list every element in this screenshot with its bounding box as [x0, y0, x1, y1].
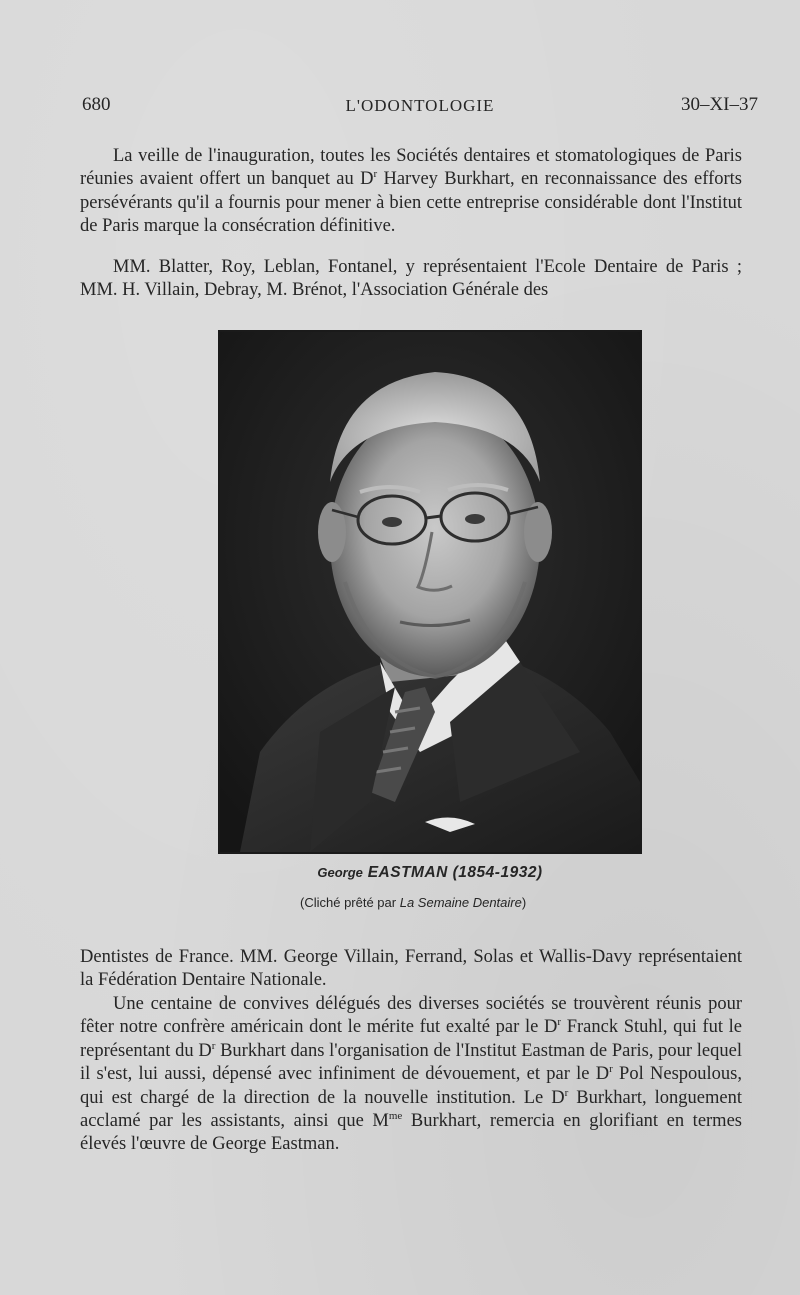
paragraph-guests — [80, 993, 742, 1157]
paragraph-federation — [80, 946, 742, 993]
figure-caption — [218, 864, 642, 882]
superscript: me — [388, 1109, 403, 1122]
superscript: r — [211, 1039, 216, 1052]
page-number: 680 — [82, 94, 111, 115]
superscript: r — [609, 1063, 613, 1076]
paragraph-representatives — [80, 256, 742, 303]
issue-date: 30–XI–37 — [680, 94, 758, 115]
credit-suffix: ) — [521, 895, 527, 910]
paragraph-text: Harvey Burkhart, en reconnaissance des efforts persévérants qu'il a fournis pour mener à bien cette entreprise considérable dont l'Institut de Paris marque la consécration définitive. — [80, 169, 742, 237]
superscript: r — [564, 1086, 569, 1099]
portrait-photo — [218, 330, 642, 854]
paragraph-text: Burkhart, longuement acclamé par les assistants, ainsi que M — [80, 1087, 742, 1132]
superscript: r — [373, 168, 378, 181]
caption-name-dates: EASTMAN (1854-1932) — [367, 864, 543, 881]
paragraph-text: Franck Stuhl, qui fut le représentant du D — [80, 1017, 742, 1061]
credit-source: La Semaine Dentaire — [399, 895, 522, 910]
paragraph-text: Burkhart, remercia en glorifiant en termes élevés l'œuvre de George Eastman. — [80, 1111, 742, 1155]
caption-first-name: George — [317, 865, 363, 880]
journal-title: L'ODONTOLOGIE — [345, 96, 495, 115]
figure-credit — [300, 895, 660, 910]
paragraph-text: MM. Blatter, Roy, Leblan, Fontanel, y représentaient l'Ecole Dentaire de Paris ; MM. H. Villain, Debray, M. Brénot, l'Association Générale des — [80, 257, 742, 301]
paragraph-text: La veille de l'inauguration, toutes les Sociétés dentaires et stomatologiques de Paris réunies avaient offert un banquet au D — [80, 146, 742, 190]
superscript: r — [557, 1016, 562, 1029]
paragraph-text: Dentistes de France. MM. George Villain, Ferrand, Solas et Wallis-Davy représentaient la Fédération Dentaire Nationale. — [80, 947, 742, 991]
paragraph-text: Une centaine de convives délégués des diverses sociétés se trouvèrent réunis pour fêter notre confrère américain dont le mérite fut exalté par le D — [80, 994, 742, 1038]
paragraph-text: Burkhart dans l'organisation de l'Institut Eastman de Paris, pour lequel il s'est, lui aussi, dépensé avec infiniment de dévouement, et par le D — [80, 1040, 742, 1085]
paragraph-text: Pol Nespoulous, qui est chargé de la direction de la nouvelle institution. Le D — [80, 1064, 742, 1108]
paragraph-banquet — [80, 145, 742, 239]
running-header — [82, 94, 758, 122]
portrait-image — [220, 332, 640, 852]
credit-prefix: (Cliché prêté par — [300, 895, 400, 910]
